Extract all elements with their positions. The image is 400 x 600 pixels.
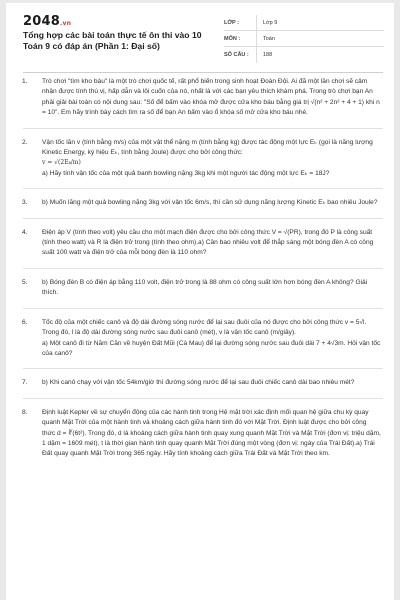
question-text: b) Bóng đèn B có điện áp bằng 110 volt, điện trở trong là 88 ohm có công suất lớn hơn bóng đèn A không? Giải thích. [42, 278, 368, 297]
question-item [6, 318, 394, 360]
question-item [6, 278, 394, 299]
meta-value: Toán [256, 31, 384, 46]
question-item [6, 408, 394, 460]
question-text: Tốc độ của một chiếc canô và độ dài đường sóng nước để lại sau đuôi của nó được cho bởi công thức v = 5√l. Trong đó, l là độ dài đường sóng nước sau đuôi canô (mét), v là vận tốc canô (m/giây). [42, 318, 367, 337]
question-item [6, 378, 394, 388]
question-divider [23, 218, 383, 219]
question-number: 3. [22, 199, 28, 207]
question-list [6, 77, 394, 460]
question-number: 7. [22, 379, 28, 387]
question-formula: v = √(2Eₖ/m) [42, 159, 81, 167]
question-text: a) Một canô đi từ Năm Căn về huyện Đất Mũi (Cà Mau) để lại đường sóng nước sau đuôi dài 7 + 4√3m. Hỏi vận tốc của canô? [42, 339, 381, 357]
meta-row-count [224, 47, 384, 63]
document-page [6, 3, 394, 600]
site-logo[interactable] [23, 14, 71, 29]
question-text: Vận tốc lăn v (tính bằng m/s) của một vật thể nặng m (tính bằng kg) được tác động một lực Eₖ (gọi là năng lượng Kinetic Energy, ký hiệu Eₖ, tính bằng Joule) được cho bởi công thức: [42, 138, 373, 157]
question-divider [23, 268, 383, 269]
document-meta-table [224, 15, 384, 63]
question-number: 6. [22, 318, 28, 326]
question-divider [23, 368, 383, 369]
question-divider [23, 308, 383, 309]
question-number: 2. [22, 138, 28, 146]
question-divider [23, 128, 383, 129]
meta-row-class [224, 15, 384, 31]
question-item [6, 77, 394, 119]
question-text: b) Muốn lăng một quả bowling nặng 3kg với vận tốc 6m/s, thì cần sử dụng năng lượng Kinetic Eₖ bao nhiêu Joule? [42, 199, 378, 207]
question-number: 8. [22, 408, 28, 416]
question-number: 5. [22, 278, 28, 286]
question-text: Điện áp V (tính theo volt) yêu cầu cho một mạch điện được cho bởi công thức V = √(PR), trong đó P là công suất (tính theo watt) và R là điện trở trong (tính theo ohm).a) Cần bao nhiêu volt để thắp sáng một bóng đèn A có công suất 100 watt và điện trở của mỗi bóng đèn là 110 ohm? [42, 228, 374, 257]
meta-value: Lớp 9 [256, 15, 384, 30]
header-divider [23, 72, 383, 73]
question-item [6, 198, 394, 208]
logo-suffix: .vn [59, 20, 72, 27]
meta-key: MÔN : [224, 35, 241, 42]
question-number: 4. [22, 228, 28, 236]
question-text: Định luật Kepler về sự chuyển động của các hành tinh trong Hệ mặt trời xác định mối quan hệ giữa chu kỳ quay quanh Mặt Trời của một hành tinh và khoảng cách giữa hành tinh đó với Mặt Trời. Định luật được cho bởi công thức d = ∛(6t²). Trong đó, d là khoảng cách giữa hành tinh quay xung quanh Mặt Trời và Mặt Trời (đơn vị: triệu dặm, 1 dặm = 1609 mét), t là thời gian hành tinh quay quanh Mặt Trời đúng một vòng (đơn vị: ngày của Trái Đất).a) Trái Đất quay quanh Mặt Trời trong 365 ngày. Hãy tính khoảng cách giữa Trái Đất và Mặt Trời theo km. [42, 408, 381, 458]
meta-key: LỚP : [224, 19, 239, 26]
meta-row-subject [224, 31, 384, 47]
question-text: Trò chơi "tìm kho báu" là một trò chơi quốc tế, rất phổ biến trong sinh hoạt Đoàn Đội. Ai đã một lần chơi sẽ cảm nhận được tính thú vị, hấp dẫn và lôi cuốn của nó, nhất là với các bạn yêu thích khám phá. Trong trò chơi bạn An phải giải bài toán có nội dung sau: "Số để bấm vào khóa mở được cửa kho báu bằng giá trị √(n² + 2n² + 4 + 1) khi n = 10". Em hãy trình bày cách tìm ra số để bạn An bấm vào ổ khóa số mở cửa kho báu nhé. [42, 78, 380, 117]
question-number: 1. [22, 78, 28, 85]
question-text: b) Khi canô chạy với vận tốc 54km/giờ thì đường sóng nước để lại sau đuôi chiếc canô dài bao nhiêu mét? [42, 379, 355, 387]
question-text: a) Hãy tính vận tốc của một quả banh bowling nặng 3kg khi một người tác động một lực Eₖ = 18J? [42, 169, 330, 177]
document-title: Tổng hợp các bài toán thực tế ôn thi vào 10 Toán 9 có đáp án (Phần 1: Đại số) [23, 30, 202, 51]
meta-value: 188 [256, 47, 384, 63]
question-item [6, 228, 394, 259]
question-divider [23, 188, 383, 189]
question-divider [23, 398, 383, 399]
question-item [6, 138, 394, 180]
logo-main: 2048 [23, 14, 60, 29]
meta-key: SỐ CÂU : [224, 52, 249, 58]
document-header [6, 3, 394, 69]
